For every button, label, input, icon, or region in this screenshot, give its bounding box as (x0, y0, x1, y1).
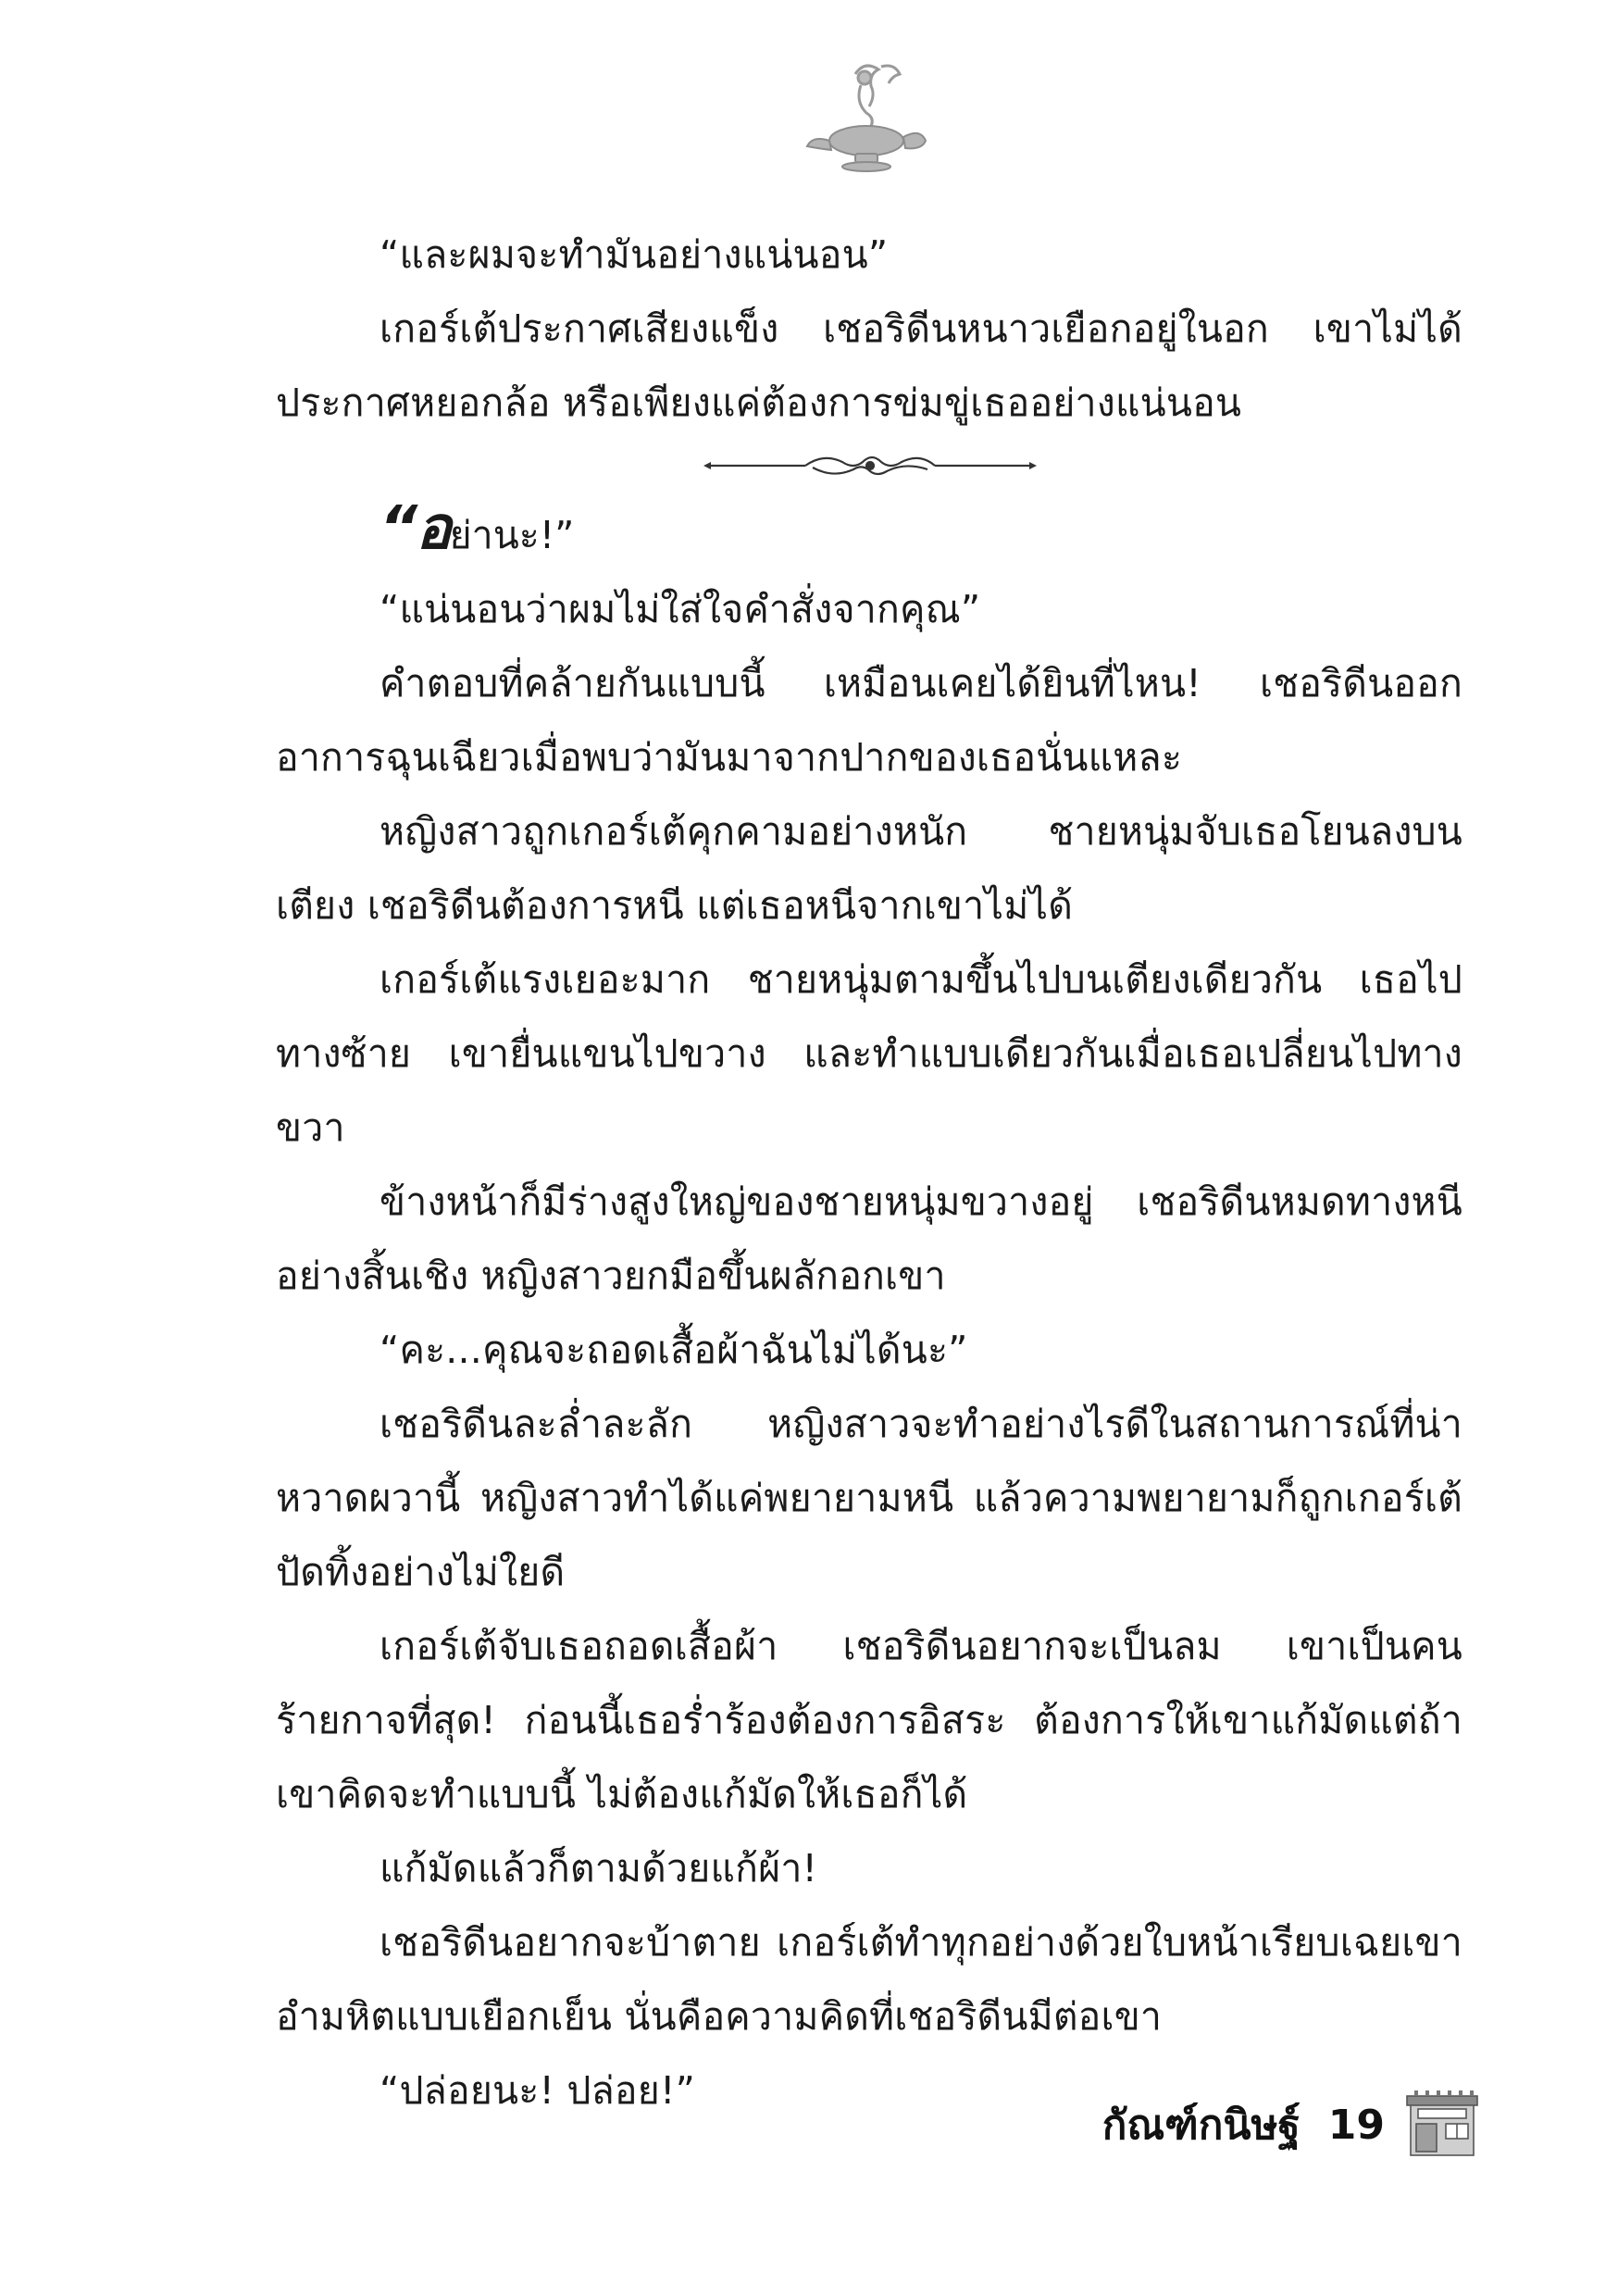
paragraph: เกอร์เต้จับเธอถอดเสื้อผ้า เชอริดีนอยากจะเป็นลม เขาเป็นคนร้ายกาจที่สุด! ก่อนนี้เธอร่ำร้องต้องการอิสระ ต้องการให้เขาแก้มัดแต่ถ้าเขาคิดจะทำแบบนี้ ไม่ต้องแก้มัดให้เธอก็ได้ (276, 1624, 1462, 1816)
paragraph: “คะ...คุณจะถอดเสื้อผ้าฉันไม่ได้นะ” (380, 1328, 968, 1372)
paragraph: ข้างหน้าก็มีร่างสูงใหญ่ของชายหนุ่มขวางอยู่ เชอริดีนหมดทางหนีอย่างสิ้นเชิง หญิงสาวยกมือขึ้นผลักอกเขา (276, 1179, 1462, 1298)
paragraph: “และผมจะทำมันอย่างแน่นอน” (380, 232, 889, 277)
genie-lamp-icon (800, 56, 929, 176)
paragraph: คำตอบที่คล้ายกันแบบนี้ เหมือนเคยได้ยินที่ไหน! เชอริดีนออกอาการฉุนเฉียวเมื่อพบว่ามันมาจากปากของเธอนั่นแหละ (276, 661, 1462, 780)
paragraph: “แน่นอนว่าผมไม่ใส่ใจคำสั่งจากคุณ” (380, 587, 981, 631)
page-number: 19 (1327, 2101, 1385, 2149)
section-opening-line (276, 492, 1462, 572)
paragraph: หญิงสาวถูกเกอร์เต้คุกคามอย่างหนัก ชายหนุ่มจับเธอโยนลงบนเตียง เชอริดีนต้องการหนี แต่เธอหนีจากเขาไม่ได้ (276, 809, 1462, 928)
paragraph: “ปล่อยนะ! ปล่อย!” (380, 2068, 696, 2113)
story-text (276, 218, 1462, 2128)
paragraph: แก้มัดแล้วก็ตามด้วยแก้ผ้า! (380, 1846, 818, 1890)
page-footer (1102, 2088, 1479, 2162)
paragraph: เชอริดีนอยากจะบ้าตาย เกอร์เต้ทำทุกอย่างด้วยใบหน้าเรียบเฉยเขาอำมหิตแบบเยือกเย็น นั่นคือความคิดที่เชอริดีนมีต่อเขา (276, 1920, 1462, 2039)
paragraph: เกอร์เต้แรงเยอะมาก ชายหนุ่มตามขึ้นไปบนเตียงเดียวกัน เธอไปทางซ้าย เขายื่นแขนไปขวาง และทำแบบเดียวกันเมื่อเธอเปลี่ยนไปทางขวา (276, 957, 1462, 1150)
flower-shop-icon (1405, 2090, 1479, 2159)
book-title: กัณฑ์กนิษฐ์ (1101, 2102, 1301, 2149)
drop-cap-quote: “ (380, 494, 417, 563)
paragraph: เชอริดีนละล่ำละลัก หญิงสาวจะทำอย่างไรดีในสถานการณ์ที่น่าหวาดผวานี้ หญิงสาวทำได้แค่พยายามหนี แล้วความพยายามก็ถูกเกอร์เต้ปัดทิ้งอย่างไม่ใยดี (276, 1402, 1462, 1594)
drop-cap-letter: อ (416, 494, 450, 563)
flourish-divider-icon (703, 445, 1037, 486)
paragraph: เกอร์เต้ประกาศเสียงแข็ง เชอริดีนหนาวเยือกอยู่ในอก เขาไม่ได้ประกาศหยอกล้อ หรือเพียงแค่ต้องการข่มขู่เธออย่างแน่นอน (276, 306, 1462, 425)
drop-cap-rest: ย่านะ!” (449, 513, 575, 557)
